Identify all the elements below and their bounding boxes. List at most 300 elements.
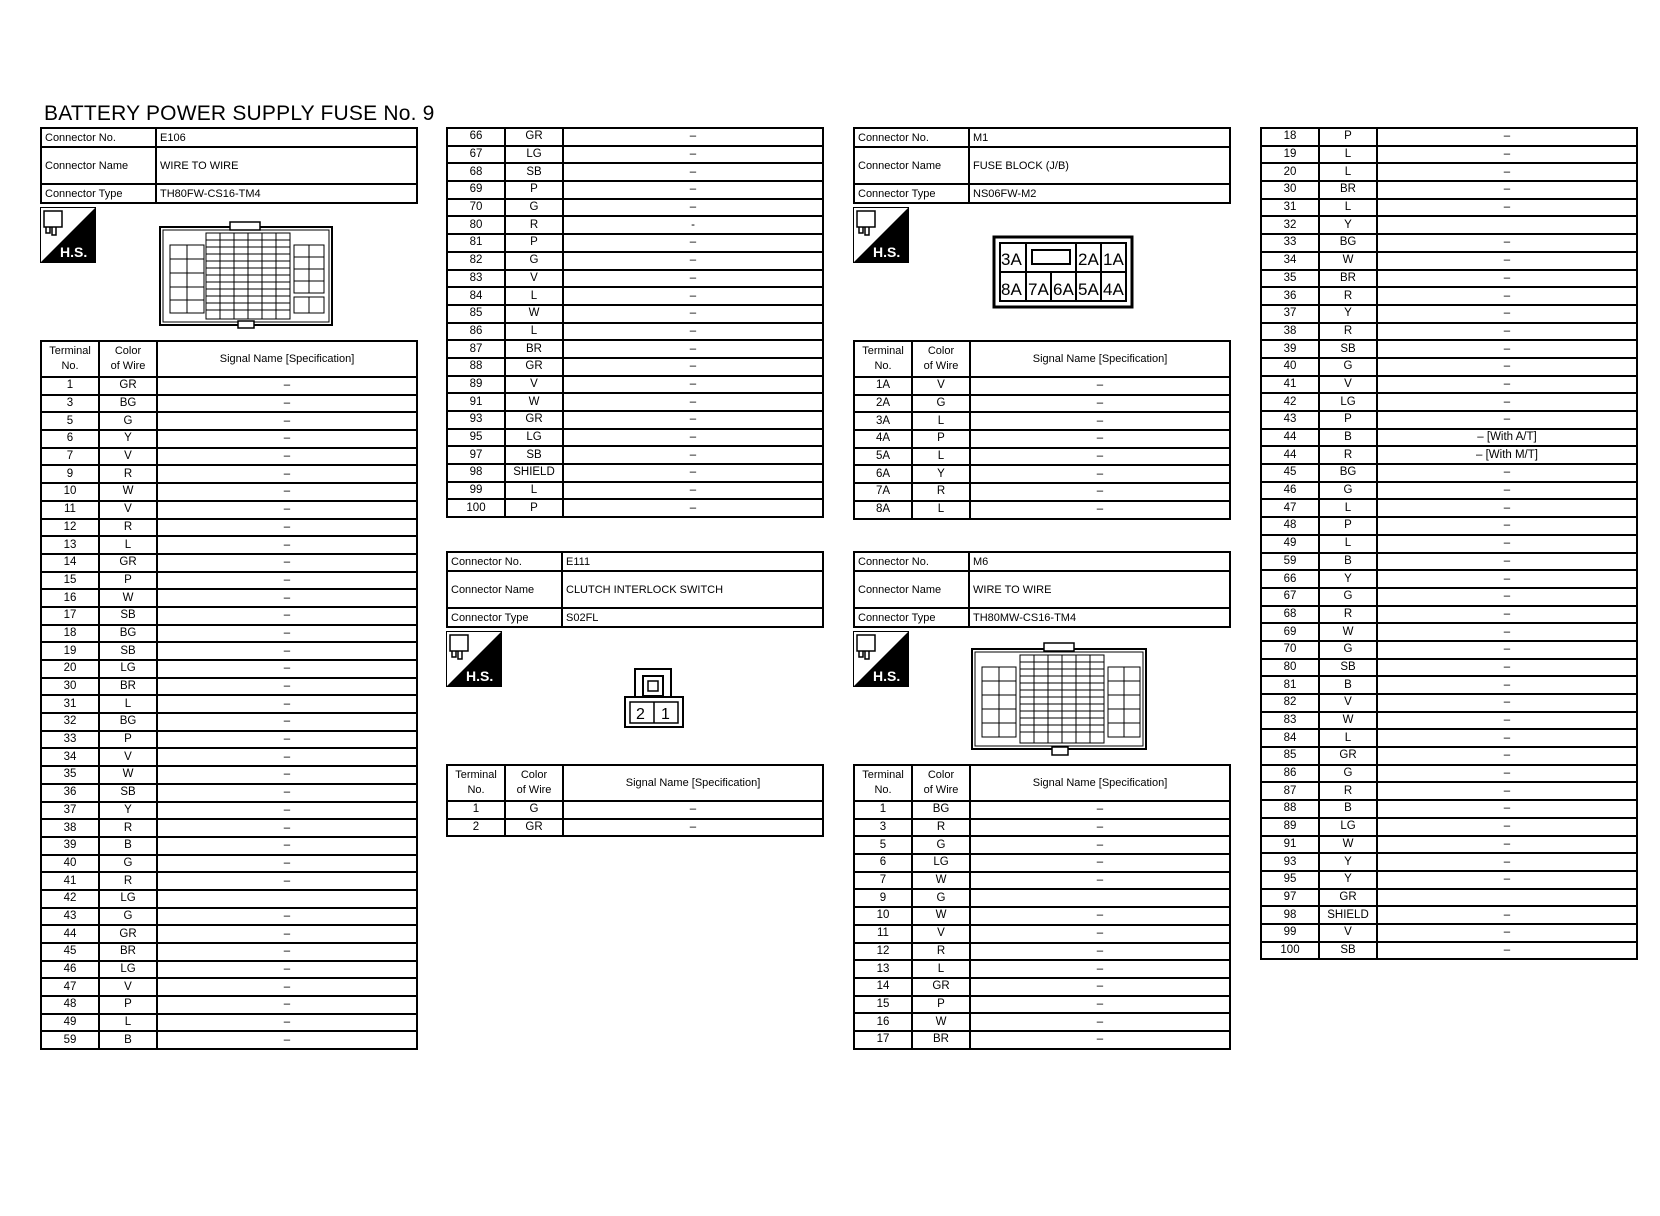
signal-name-cell: –	[970, 907, 1230, 925]
table-row	[1261, 287, 1637, 305]
table-row	[447, 252, 823, 270]
terminal-cell: 7	[41, 448, 99, 466]
table-row	[41, 625, 417, 643]
signal-name-cell: –	[157, 1031, 417, 1049]
table-row	[1261, 163, 1637, 181]
terminal-cell: 33	[1261, 234, 1319, 252]
table-row	[1261, 199, 1637, 217]
table-row	[1261, 146, 1637, 164]
svg-text:H.S.: H.S.	[60, 244, 88, 260]
table-row	[41, 660, 417, 678]
signal-name-cell: –	[1377, 287, 1637, 305]
wire-color-cell: BG	[99, 713, 157, 731]
wire-color-cell: B	[99, 837, 157, 855]
terminal-cell: 5	[41, 412, 99, 430]
signal-name-cell: –	[1377, 181, 1637, 199]
wire-color-cell: Y	[1319, 305, 1377, 323]
wire-color-cell: P	[505, 234, 563, 252]
table-row	[1261, 765, 1637, 783]
terminal-header: Terminal No.	[854, 341, 912, 377]
signal-name-cell: –	[157, 536, 417, 554]
terminal-cell: 84	[1261, 729, 1319, 747]
table-row	[1261, 376, 1637, 394]
wire-color-cell: G	[99, 412, 157, 430]
terminal-cell: 18	[41, 625, 99, 643]
signal-name-cell	[970, 889, 1230, 907]
signal-name-cell: –	[970, 412, 1230, 430]
table-row	[1261, 270, 1637, 288]
m1-pin-table	[853, 340, 1231, 520]
wire-color-cell: SB	[1319, 659, 1377, 677]
wire-color-cell: L	[912, 501, 970, 519]
terminal-cell: 44	[1261, 429, 1319, 447]
table-row	[447, 323, 823, 341]
terminal-cell: 5A	[854, 448, 912, 466]
signal-name-cell: –	[1377, 942, 1637, 960]
signal-name-cell: –	[970, 960, 1230, 978]
signal-name-cell: –	[157, 748, 417, 766]
terminal-cell: 49	[41, 1014, 99, 1032]
wire-color-cell: G	[1319, 641, 1377, 659]
wire-color-cell: B	[99, 1031, 157, 1049]
svg-text:H.S.: H.S.	[466, 668, 494, 684]
table-row	[1261, 747, 1637, 765]
signal-name-cell: –	[157, 607, 417, 625]
terminal-cell: 6	[41, 430, 99, 448]
table-row	[41, 589, 417, 607]
connector-e106-block	[40, 127, 418, 204]
wire-color-cell: V	[505, 376, 563, 394]
signal-name-cell: –	[1377, 358, 1637, 376]
terminal-cell: 68	[447, 163, 505, 181]
signal-name-cell: –	[157, 430, 417, 448]
svg-text:1: 1	[661, 706, 670, 723]
terminal-cell: 83	[447, 270, 505, 288]
terminal-cell: 100	[1261, 942, 1319, 960]
wire-color-cell: W	[912, 1013, 970, 1031]
svg-text:H.S.: H.S.	[873, 668, 901, 684]
wire-color-cell: G	[1319, 765, 1377, 783]
signal-name-cell: –	[157, 766, 417, 784]
signal-name-cell: –	[563, 376, 823, 394]
terminal-cell: 10	[854, 907, 912, 925]
signal-name-cell: –	[563, 411, 823, 429]
signal-header: Signal Name [Specification]	[563, 765, 823, 801]
table-row	[41, 978, 417, 996]
page-title: BATTERY POWER SUPPLY FUSE No. 9	[44, 102, 435, 125]
wire-color-cell: SB	[99, 607, 157, 625]
wire-color-cell: L	[1319, 499, 1377, 517]
svg-text:3A: 3A	[1001, 250, 1022, 269]
table-row	[1261, 641, 1637, 659]
wire-color-cell: GR	[1319, 747, 1377, 765]
connector-no-value: M6	[969, 552, 1230, 571]
wire-color-cell: L	[99, 1014, 157, 1032]
table-row	[41, 890, 417, 908]
signal-name-cell: –	[157, 695, 417, 713]
table-row	[854, 978, 1230, 996]
signal-name-cell: –	[563, 146, 823, 164]
terminal-cell: 38	[41, 819, 99, 837]
wire-color-cell: P	[1319, 517, 1377, 535]
wire-color-cell: B	[1319, 676, 1377, 694]
table-row	[447, 376, 823, 394]
signal-name-cell: –	[970, 943, 1230, 961]
table-row	[41, 961, 417, 979]
table-row	[854, 412, 1230, 430]
table-row	[41, 642, 417, 660]
wire-color-cell: V	[99, 978, 157, 996]
table-row	[41, 837, 417, 855]
color-header: Color of Wire	[912, 765, 970, 801]
wire-color-cell: R	[99, 872, 157, 890]
signal-name-cell: –	[1377, 853, 1637, 871]
signal-name-cell	[1377, 889, 1637, 907]
table-row	[1261, 181, 1637, 199]
terminal-cell: 1	[854, 801, 912, 819]
signal-name-cell: –	[970, 836, 1230, 854]
wire-color-cell: P	[912, 996, 970, 1014]
table-row	[41, 465, 417, 483]
terminal-cell: 35	[41, 766, 99, 784]
signal-name-cell: –	[1377, 517, 1637, 535]
wire-color-cell: R	[1319, 606, 1377, 624]
terminal-cell: 89	[447, 376, 505, 394]
signal-name-cell: –	[157, 483, 417, 501]
terminal-cell: 16	[41, 589, 99, 607]
signal-name-cell: –	[1377, 676, 1637, 694]
signal-name-cell: –	[563, 358, 823, 376]
color-header: Color of Wire	[505, 765, 563, 801]
signal-name-cell: –	[157, 837, 417, 855]
connector-name-value: CLUTCH INTERLOCK SWITCH	[562, 571, 823, 608]
wire-color-cell: V	[1319, 376, 1377, 394]
signal-name-cell: –	[1377, 818, 1637, 836]
table-row	[854, 854, 1230, 872]
table-row	[1261, 924, 1637, 942]
terminal-cell: 82	[1261, 694, 1319, 712]
signal-name-cell: –	[157, 925, 417, 943]
terminal-cell: 1A	[854, 377, 912, 395]
wire-color-cell: GR	[505, 819, 563, 837]
table-row	[447, 146, 823, 164]
signal-name-cell: –	[157, 731, 417, 749]
terminal-cell: 46	[41, 961, 99, 979]
table-row	[1261, 323, 1637, 341]
table-row	[41, 554, 417, 572]
signal-name-cell: –	[1377, 588, 1637, 606]
wire-color-cell: P	[99, 572, 157, 590]
signal-name-cell: –	[157, 377, 417, 395]
table-row	[41, 519, 417, 537]
signal-name-cell: –	[563, 287, 823, 305]
connector-e111-block	[446, 551, 824, 628]
signal-name-cell: –	[157, 872, 417, 890]
table-row	[447, 358, 823, 376]
terminal-cell: 85	[447, 305, 505, 323]
wire-color-cell: R	[1319, 782, 1377, 800]
table-row	[41, 908, 417, 926]
signal-name-cell	[1377, 216, 1637, 234]
table-row	[1261, 694, 1637, 712]
connector-e106-info	[40, 127, 418, 204]
signal-name-cell: –	[970, 395, 1230, 413]
signal-name-cell: –	[1377, 729, 1637, 747]
signal-name-cell: –	[1377, 234, 1637, 252]
signal-name-cell: –	[1377, 623, 1637, 641]
wire-color-cell: W	[1319, 712, 1377, 730]
table-row	[41, 731, 417, 749]
table-row	[1261, 818, 1637, 836]
signal-name-cell: –	[157, 625, 417, 643]
wire-color-cell: LG	[99, 660, 157, 678]
wire-color-cell: G	[1319, 588, 1377, 606]
terminal-cell: 67	[447, 146, 505, 164]
wire-color-cell: BR	[99, 943, 157, 961]
wire-color-cell: L	[99, 695, 157, 713]
terminal-cell: 100	[447, 499, 505, 517]
terminal-cell: 44	[1261, 446, 1319, 464]
signal-name-cell: –	[1377, 871, 1637, 889]
table-row	[447, 499, 823, 517]
terminal-cell: 42	[41, 890, 99, 908]
signal-name-cell: –	[970, 430, 1230, 448]
terminal-cell: 9	[41, 465, 99, 483]
signal-name-cell: –	[157, 395, 417, 413]
signal-name-cell: –	[563, 340, 823, 358]
table-row	[41, 925, 417, 943]
signal-name-cell: – [With A/T]	[1377, 429, 1637, 447]
wire-color-cell: L	[912, 960, 970, 978]
harness-side-icon	[446, 631, 502, 687]
table-row	[447, 819, 823, 837]
svg-text:6A: 6A	[1053, 280, 1074, 299]
connector-name-label: Connector Name	[854, 147, 969, 184]
signal-name-cell: –	[1377, 464, 1637, 482]
terminal-cell: 7A	[854, 483, 912, 501]
harness-side-icon	[853, 631, 909, 687]
table-row	[41, 430, 417, 448]
terminal-cell: 39	[1261, 340, 1319, 358]
terminal-cell: 47	[41, 978, 99, 996]
table-row	[447, 234, 823, 252]
terminal-cell: 3	[41, 395, 99, 413]
wire-color-cell: W	[912, 907, 970, 925]
terminal-cell: 45	[1261, 464, 1319, 482]
terminal-cell: 2A	[854, 395, 912, 413]
table-row	[854, 430, 1230, 448]
connector-name-label: Connector Name	[854, 571, 969, 608]
terminal-cell: 84	[447, 287, 505, 305]
table-row	[447, 287, 823, 305]
terminal-cell: 49	[1261, 535, 1319, 553]
terminal-cell: 87	[1261, 782, 1319, 800]
table-row	[41, 607, 417, 625]
signal-name-cell: –	[563, 270, 823, 288]
signal-name-cell: –	[1377, 553, 1637, 571]
table-row	[1261, 234, 1637, 252]
terminal-cell: 11	[41, 501, 99, 519]
wire-color-cell: LG	[912, 854, 970, 872]
terminal-cell: 20	[41, 660, 99, 678]
wire-color-cell: GR	[912, 978, 970, 996]
wire-color-cell: SB	[505, 446, 563, 464]
signal-name-cell: –	[970, 465, 1230, 483]
terminal-cell: 80	[447, 216, 505, 234]
signal-name-cell: –	[563, 819, 823, 837]
terminal-cell: 44	[41, 925, 99, 943]
signal-name-cell: –	[1377, 535, 1637, 553]
connector-type-label: Connector Type	[854, 608, 969, 627]
signal-name-cell: –	[157, 784, 417, 802]
connector-m1-diagram	[992, 235, 1136, 316]
connector-type-label: Connector Type	[854, 184, 969, 203]
signal-name-cell: –	[1377, 163, 1637, 181]
signal-header: Signal Name [Specification]	[970, 765, 1230, 801]
terminal-cell: 15	[854, 996, 912, 1014]
wire-color-cell: BR	[912, 1031, 970, 1049]
terminal-cell: 98	[447, 464, 505, 482]
signal-name-cell: -	[563, 216, 823, 234]
wire-color-cell: V	[1319, 694, 1377, 712]
wire-color-cell: BR	[1319, 270, 1377, 288]
table-row	[1261, 411, 1637, 429]
wire-color-cell: V	[99, 501, 157, 519]
table-row	[854, 996, 1230, 1014]
connector-no-label: Connector No.	[854, 552, 969, 571]
table-row	[41, 483, 417, 501]
table-row	[854, 448, 1230, 466]
terminal-cell: 9	[854, 889, 912, 907]
signal-name-cell: –	[1377, 199, 1637, 217]
wire-color-cell: G	[505, 252, 563, 270]
signal-name-cell: –	[157, 465, 417, 483]
terminal-cell: 17	[41, 607, 99, 625]
signal-name-cell: –	[970, 1013, 1230, 1031]
signal-name-cell: –	[157, 908, 417, 926]
terminal-cell: 93	[1261, 853, 1319, 871]
signal-name-cell: –	[970, 501, 1230, 519]
signal-name-cell: –	[970, 448, 1230, 466]
wire-color-cell: L	[1319, 163, 1377, 181]
wire-color-cell: P	[99, 996, 157, 1014]
table-row	[447, 181, 823, 199]
signal-name-cell: – [With M/T]	[1377, 446, 1637, 464]
signal-name-cell: –	[970, 801, 1230, 819]
wire-color-cell: G	[99, 908, 157, 926]
terminal-cell: 18	[1261, 128, 1319, 146]
signal-name-cell: –	[1377, 570, 1637, 588]
wire-color-cell: LG	[505, 146, 563, 164]
wire-color-cell: L	[1319, 199, 1377, 217]
wire-color-cell: BR	[505, 340, 563, 358]
terminal-cell: 1	[447, 801, 505, 819]
connector-e106-diagram	[158, 221, 334, 334]
terminal-cell: 32	[1261, 216, 1319, 234]
terminal-cell: 15	[41, 572, 99, 590]
connector-no-label: Connector No.	[447, 552, 562, 571]
signal-name-cell: –	[563, 482, 823, 500]
table-row	[447, 270, 823, 288]
color-header: Color of Wire	[912, 341, 970, 377]
wire-color-cell: SB	[1319, 340, 1377, 358]
terminal-cell: 11	[854, 925, 912, 943]
terminal-cell: 85	[1261, 747, 1319, 765]
terminal-cell: 13	[41, 536, 99, 554]
harness-side-icon	[853, 207, 909, 263]
terminal-cell: 34	[41, 748, 99, 766]
table-row	[1261, 553, 1637, 571]
wire-color-cell: LG	[99, 961, 157, 979]
signal-name-cell: –	[1377, 906, 1637, 924]
signal-name-cell: –	[157, 501, 417, 519]
terminal-cell: 31	[1261, 199, 1319, 217]
table-row	[447, 128, 823, 146]
wire-color-cell: BG	[1319, 464, 1377, 482]
signal-name-cell: –	[563, 464, 823, 482]
signal-name-cell: –	[1377, 712, 1637, 730]
signal-name-cell: –	[563, 199, 823, 217]
signal-name-cell: –	[157, 713, 417, 731]
signal-name-cell: –	[1377, 641, 1637, 659]
connector-type-value: TH80FW-CS16-TM4	[156, 184, 417, 203]
terminal-cell: 3A	[854, 412, 912, 430]
table-row	[1261, 606, 1637, 624]
table-row	[1261, 942, 1637, 960]
terminal-cell: 19	[1261, 146, 1319, 164]
terminal-cell: 6	[854, 854, 912, 872]
wire-color-cell: B	[1319, 553, 1377, 571]
wire-color-cell: GR	[99, 925, 157, 943]
wire-color-cell: L	[1319, 729, 1377, 747]
table-row	[41, 855, 417, 873]
wire-color-cell: R	[99, 519, 157, 537]
wire-color-cell: R	[1319, 323, 1377, 341]
signal-name-cell: –	[1377, 393, 1637, 411]
color-header: Color of Wire	[99, 341, 157, 377]
terminal-header: Terminal No.	[447, 765, 505, 801]
terminal-cell: 47	[1261, 499, 1319, 517]
m6-pin-table-b	[1260, 127, 1638, 960]
table-row	[447, 199, 823, 217]
table-row	[854, 501, 1230, 519]
wire-color-cell: W	[99, 483, 157, 501]
signal-name-cell: –	[157, 572, 417, 590]
table-row	[41, 943, 417, 961]
table-row	[447, 163, 823, 181]
table-row	[1261, 782, 1637, 800]
wire-color-cell: SB	[99, 642, 157, 660]
table-row	[41, 1031, 417, 1049]
terminal-cell: 70	[1261, 641, 1319, 659]
terminal-cell: 45	[41, 943, 99, 961]
wire-color-cell: V	[912, 377, 970, 395]
terminal-cell: 48	[41, 996, 99, 1014]
signal-name-cell: –	[1377, 323, 1637, 341]
terminal-cell: 33	[41, 731, 99, 749]
terminal-cell: 39	[41, 837, 99, 855]
svg-text:H.S.: H.S.	[873, 244, 901, 260]
wire-color-cell: SB	[505, 163, 563, 181]
terminal-cell: 81	[1261, 676, 1319, 694]
svg-text:4A: 4A	[1103, 280, 1124, 299]
signal-name-cell: –	[157, 819, 417, 837]
wire-color-cell: V	[912, 925, 970, 943]
connector-type-value: TH80MW-CS16-TM4	[969, 608, 1230, 627]
wire-color-cell: G	[912, 836, 970, 854]
table-row	[854, 960, 1230, 978]
signal-name-cell: –	[1377, 340, 1637, 358]
